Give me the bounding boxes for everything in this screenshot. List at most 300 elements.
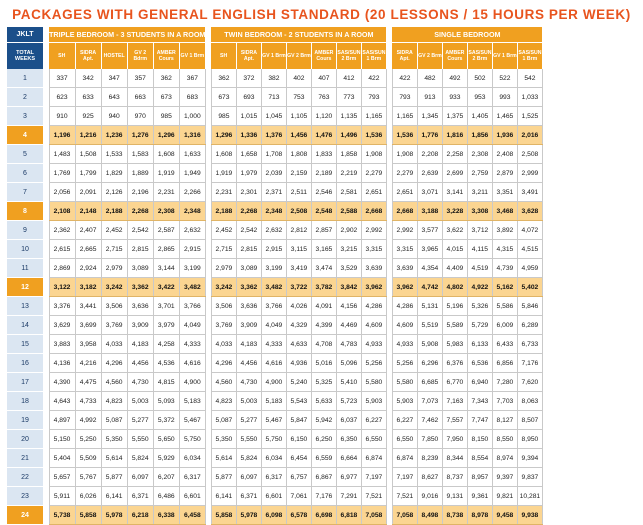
price-cell: 5,404 <box>49 449 75 468</box>
price-cell: 4,456 <box>127 354 153 373</box>
price-cell: 6,940 <box>467 373 492 392</box>
week-label: 1 <box>7 69 43 88</box>
price-cell: 6,141 <box>101 487 127 506</box>
price-cell: 2,056 <box>49 183 75 202</box>
price-cell: 3,468 <box>492 202 517 221</box>
price-cell: 6,559 <box>311 449 336 468</box>
column-header: GV 1 Brm <box>261 43 286 70</box>
price-cell: 5,326 <box>467 297 492 316</box>
price-cell: 985 <box>153 107 179 126</box>
column-header: SIDRA Apt. <box>236 43 261 70</box>
price-cell: 1,135 <box>336 107 361 126</box>
price-cell: 2,508 <box>517 145 542 164</box>
price-cell: 8,974 <box>492 449 517 468</box>
price-cell: 3,506 <box>101 297 127 316</box>
table-row <box>7 449 542 468</box>
price-cell: 6,034 <box>261 449 286 468</box>
price-cell: 3,639 <box>392 259 417 278</box>
price-cell: 5,978 <box>236 506 261 525</box>
price-cell: 5,087 <box>101 411 127 430</box>
price-cell: 6,350 <box>336 430 361 449</box>
price-cell: 5,589 <box>442 316 467 335</box>
price-cell: 5,580 <box>392 373 417 392</box>
price-cell: 9,131 <box>442 487 467 506</box>
price-cell: 753 <box>286 88 311 107</box>
column-header: SAS/SUN 1 Brm <box>517 43 542 70</box>
price-cell: 1,376 <box>261 126 286 145</box>
table-row <box>7 373 542 392</box>
price-cell: 8,063 <box>517 392 542 411</box>
price-cell: 793 <box>361 88 386 107</box>
price-cell: 5,277 <box>127 411 153 430</box>
price-cell: 2,668 <box>392 202 417 221</box>
price-table <box>7 27 543 525</box>
price-cell: 1,236 <box>101 126 127 145</box>
price-cell: 4,616 <box>261 354 286 373</box>
price-cell: 2,999 <box>517 164 542 183</box>
price-cell: 362 <box>211 69 236 88</box>
price-cell: 4,897 <box>49 411 75 430</box>
price-cell: 5,096 <box>336 354 361 373</box>
price-cell: 2,879 <box>492 164 517 183</box>
price-cell: 4,049 <box>179 316 205 335</box>
price-cell: 5,824 <box>127 449 153 468</box>
price-cell: 5,858 <box>75 506 101 525</box>
price-cell: 2,815 <box>236 240 261 259</box>
price-cell: 2,715 <box>101 240 127 259</box>
week-label: 11 <box>7 259 43 278</box>
price-cell: 2,651 <box>361 183 386 202</box>
price-cell: 6,486 <box>153 487 179 506</box>
price-cell: 2,511 <box>286 183 311 202</box>
price-cell: 2,159 <box>286 164 311 183</box>
price-cell: 4,026 <box>286 297 311 316</box>
price-cell: 5,767 <box>75 468 101 487</box>
price-cell: 4,959 <box>517 259 542 278</box>
price-cell: 2,268 <box>127 202 153 221</box>
price-cell: 372 <box>236 69 261 88</box>
price-cell: 5,467 <box>179 411 205 430</box>
price-cell: 4,456 <box>236 354 261 373</box>
column-header: GV 1 Brm <box>179 43 205 70</box>
price-cell: 6,550 <box>392 430 417 449</box>
week-label: 17 <box>7 373 43 392</box>
price-cell: 7,163 <box>442 392 467 411</box>
price-cell: 673 <box>153 88 179 107</box>
price-cell: 6,026 <box>75 487 101 506</box>
price-cell: 9,821 <box>492 487 517 506</box>
price-cell: 5,093 <box>153 392 179 411</box>
price-cell: 1,345 <box>417 107 442 126</box>
price-cell: 1,496 <box>336 126 361 145</box>
price-cell: 1,919 <box>153 164 179 183</box>
price-cell: 2,188 <box>211 202 236 221</box>
price-cell: 4,315 <box>492 240 517 259</box>
price-cell: 8,738 <box>442 506 467 525</box>
price-cell: 8,150 <box>467 430 492 449</box>
price-cell: 3,182 <box>75 278 101 297</box>
price-cell: 7,747 <box>467 411 492 430</box>
price-cell: 2,301 <box>236 183 261 202</box>
price-cell: 6,458 <box>179 506 205 525</box>
price-cell: 3,376 <box>49 297 75 316</box>
price-cell: 2,759 <box>467 164 492 183</box>
price-cell: 1,375 <box>442 107 467 126</box>
column-header: GV 1 Brm <box>492 43 517 70</box>
price-cell: 3,144 <box>153 259 179 278</box>
group-header-2: SINGLE BEDROOM <box>392 27 542 43</box>
price-cell: 7,850 <box>417 430 442 449</box>
price-cell: 412 <box>336 69 361 88</box>
price-cell: 8,239 <box>417 449 442 468</box>
price-cell: 4,739 <box>492 259 517 278</box>
price-cell: 5,877 <box>211 468 236 487</box>
price-cell: 3,351 <box>492 183 517 202</box>
price-cell: 4,733 <box>75 392 101 411</box>
price-cell: 2,869 <box>49 259 75 278</box>
week-label: 9 <box>7 221 43 240</box>
price-cell: 913 <box>417 88 442 107</box>
price-cell: 7,197 <box>361 468 386 487</box>
week-label: 5 <box>7 145 43 164</box>
price-cell: 2,148 <box>75 202 101 221</box>
price-cell: 502 <box>467 69 492 88</box>
price-cell: 2,615 <box>49 240 75 259</box>
price-cell: 6,454 <box>286 449 311 468</box>
price-cell: 5,372 <box>153 411 179 430</box>
price-cell: 1,105 <box>286 107 311 126</box>
price-cell: 3,639 <box>361 259 386 278</box>
price-cell: 5,978 <box>101 506 127 525</box>
column-header: GV 2 Brm <box>286 43 311 70</box>
price-cell: 2,348 <box>179 202 205 221</box>
price-cell: 5,657 <box>49 468 75 487</box>
price-cell: 5,824 <box>236 449 261 468</box>
price-cell: 6,856 <box>492 354 517 373</box>
price-cell: 7,557 <box>442 411 467 430</box>
price-cell: 2,108 <box>49 202 75 221</box>
price-cell: 2,091 <box>75 183 101 202</box>
price-cell: 5,750 <box>179 430 205 449</box>
price-cell: 2,266 <box>179 183 205 202</box>
price-cell: 3,089 <box>236 259 261 278</box>
price-cell: 9,938 <box>517 506 542 525</box>
price-cell: 2,362 <box>49 221 75 240</box>
price-cell: 367 <box>179 69 205 88</box>
price-cell: 1,536 <box>392 126 417 145</box>
price-cell: 402 <box>286 69 311 88</box>
price-cell: 2,039 <box>261 164 286 183</box>
table-row <box>7 278 542 297</box>
price-cell: 7,058 <box>361 506 386 525</box>
price-cell: 1,165 <box>392 107 417 126</box>
price-cell: 4,616 <box>179 354 205 373</box>
price-cell: 6,141 <box>211 487 236 506</box>
price-cell: 8,737 <box>442 468 467 487</box>
price-cell: 8,950 <box>517 430 542 449</box>
price-cell: 4,390 <box>49 373 75 392</box>
price-cell: 5,325 <box>311 373 336 392</box>
price-cell: 1,858 <box>336 145 361 164</box>
price-cell: 2,632 <box>179 221 205 240</box>
week-label: 15 <box>7 335 43 354</box>
price-cell: 643 <box>101 88 127 107</box>
price-cell: 6,371 <box>236 487 261 506</box>
table-row <box>7 164 542 183</box>
column-header: SAS/SUN 2 Brm <box>467 43 492 70</box>
price-cell: 6,770 <box>442 373 467 392</box>
price-cell: 6,227 <box>392 411 417 430</box>
price-cell: 1,833 <box>311 145 336 164</box>
price-cell: 6,550 <box>361 430 386 449</box>
price-cell: 5,929 <box>153 449 179 468</box>
price-cell: 4,922 <box>467 278 492 297</box>
price-cell: 7,521 <box>361 487 386 506</box>
price-cell: 1,483 <box>49 145 75 164</box>
price-cell: 1,979 <box>236 164 261 183</box>
price-cell: 5,183 <box>261 392 286 411</box>
price-cell: 5,183 <box>179 392 205 411</box>
price-cell: 1,296 <box>211 126 236 145</box>
price-cell: 3,071 <box>417 183 442 202</box>
price-cell: 2,979 <box>101 259 127 278</box>
column-header: GV 2 Bdrm <box>127 43 153 70</box>
price-cell: 9,837 <box>517 468 542 487</box>
price-cell: 4,900 <box>261 373 286 392</box>
price-cell: 3,122 <box>49 278 75 297</box>
week-label: 20 <box>7 430 43 449</box>
price-cell: 2,587 <box>153 221 179 240</box>
price-cell: 3,315 <box>361 240 386 259</box>
price-cell: 4,136 <box>49 354 75 373</box>
price-cell: 4,399 <box>311 316 336 335</box>
group-header-1: TWIN BEDROOM - 2 STUDENTS IN A ROOM <box>211 27 386 43</box>
price-cell: 1,216 <box>75 126 101 145</box>
price-cell: 1,045 <box>261 107 286 126</box>
week-label: 7 <box>7 183 43 202</box>
price-cell: 542 <box>517 69 542 88</box>
price-cell: 4,936 <box>286 354 311 373</box>
price-cell: 4,333 <box>179 335 205 354</box>
price-cell: 4,730 <box>127 373 153 392</box>
price-cell: 522 <box>492 69 517 88</box>
price-cell: 2,196 <box>127 183 153 202</box>
price-cell: 8,498 <box>417 506 442 525</box>
column-header: SIDRA Apt. <box>392 43 417 70</box>
price-cell: 7,280 <box>492 373 517 392</box>
price-cell: 3,491 <box>517 183 542 202</box>
price-cell: 10,281 <box>517 487 542 506</box>
price-cell: 2,915 <box>261 240 286 259</box>
week-label: 22 <box>7 468 43 487</box>
price-cell: 3,722 <box>286 278 311 297</box>
price-cell: 4,900 <box>179 373 205 392</box>
week-label: 2 <box>7 88 43 107</box>
price-cell: 4,802 <box>442 278 467 297</box>
price-cell: 3,228 <box>442 202 467 221</box>
price-cell: 7,343 <box>467 392 492 411</box>
price-cell: 1,533 <box>101 145 127 164</box>
price-cell: 5,846 <box>517 297 542 316</box>
price-cell: 5,903 <box>392 392 417 411</box>
price-cell: 4,475 <box>75 373 101 392</box>
price-cell: 3,506 <box>211 297 236 316</box>
price-cell: 933 <box>442 88 467 107</box>
price-cell: 3,141 <box>442 183 467 202</box>
price-cell: 2,665 <box>75 240 101 259</box>
price-cell: 3,577 <box>417 221 442 240</box>
price-cell: 1,608 <box>211 145 236 164</box>
price-cell: 4,742 <box>417 278 442 297</box>
price-cell: 3,892 <box>492 221 517 240</box>
price-cell: 5,543 <box>286 392 311 411</box>
price-cell: 7,521 <box>392 487 417 506</box>
price-cell: 6,733 <box>517 335 542 354</box>
price-cell: 693 <box>236 88 261 107</box>
price-cell: 4,049 <box>261 316 286 335</box>
price-cell: 7,703 <box>492 392 517 411</box>
price-cell: 5,614 <box>101 449 127 468</box>
price-cell: 2,812 <box>286 221 311 240</box>
price-cell: 2,279 <box>361 164 386 183</box>
price-cell: 9,458 <box>492 506 517 525</box>
column-header: GV 2 Brm <box>417 43 442 70</box>
price-cell: 1,165 <box>361 107 386 126</box>
table-row <box>7 221 542 240</box>
price-cell: 5,277 <box>236 411 261 430</box>
price-cell: 1,536 <box>361 126 386 145</box>
price-cell: 422 <box>361 69 386 88</box>
price-cell: 6,601 <box>261 487 286 506</box>
price-cell: 4,333 <box>261 335 286 354</box>
price-cell: 3,962 <box>361 278 386 297</box>
price-cell: 4,286 <box>392 297 417 316</box>
price-cell: 683 <box>179 88 205 107</box>
price-cell: 3,482 <box>179 278 205 297</box>
price-cell: 3,188 <box>417 202 442 221</box>
column-header: SIDRA Apt. <box>75 43 101 70</box>
price-cell: 3,199 <box>179 259 205 278</box>
price-cell: 2,542 <box>127 221 153 240</box>
price-cell: 1,476 <box>311 126 336 145</box>
price-cell: 5,911 <box>49 487 75 506</box>
price-cell: 6,757 <box>286 468 311 487</box>
price-cell: 5,723 <box>336 392 361 411</box>
price-cell: 2,189 <box>311 164 336 183</box>
price-cell: 6,133 <box>467 335 492 354</box>
price-cell: 5,509 <box>75 449 101 468</box>
table-row <box>7 354 542 373</box>
price-cell: 910 <box>49 107 75 126</box>
price-cell: 3,842 <box>336 278 361 297</box>
table-row <box>7 468 542 487</box>
price-cell: 6,150 <box>286 430 311 449</box>
price-cell: 2,979 <box>211 259 236 278</box>
price-cell: 2,902 <box>336 221 361 240</box>
price-cell: 8,554 <box>467 449 492 468</box>
price-cell: 3,628 <box>517 202 542 221</box>
price-cell: 4,258 <box>153 335 179 354</box>
price-cell: 3,909 <box>236 316 261 335</box>
price-cell: 422 <box>392 69 417 88</box>
price-cell: 2,651 <box>392 183 417 202</box>
price-cell: 3,482 <box>261 278 286 297</box>
price-cell: 2,371 <box>261 183 286 202</box>
price-cell: 2,188 <box>101 202 127 221</box>
price-cell: 3,782 <box>311 278 336 297</box>
price-cell: 1,908 <box>361 145 386 164</box>
price-cell: 6,376 <box>442 354 467 373</box>
price-cell: 5,877 <box>101 468 127 487</box>
price-cell: 953 <box>467 88 492 107</box>
price-cell: 7,058 <box>392 506 417 525</box>
price-cell: 1,276 <box>127 126 153 145</box>
price-cell: 5,650 <box>153 430 179 449</box>
price-cell: 6,698 <box>311 506 336 525</box>
price-cell: 1,816 <box>442 126 467 145</box>
price-cell: 342 <box>75 69 101 88</box>
price-cell: 3,215 <box>336 240 361 259</box>
price-cell: 2,268 <box>236 202 261 221</box>
price-cell: 3,629 <box>49 316 75 335</box>
price-cell: 382 <box>261 69 286 88</box>
price-cell: 4,329 <box>286 316 311 335</box>
week-label: 18 <box>7 392 43 411</box>
price-cell: 3,242 <box>211 278 236 297</box>
price-cell: 2,992 <box>392 221 417 240</box>
table-row <box>7 487 542 506</box>
price-cell: 1,316 <box>179 126 205 145</box>
price-cell: 8,957 <box>467 468 492 487</box>
price-cell: 5,983 <box>442 335 467 354</box>
total-weeks-header: TOTAL WEEKS <box>7 43 43 70</box>
price-cell: 5,402 <box>517 278 542 297</box>
price-cell: 5,131 <box>417 297 442 316</box>
price-cell: 2,308 <box>467 145 492 164</box>
price-cell: 2,865 <box>153 240 179 259</box>
week-label: 16 <box>7 354 43 373</box>
price-cell: 2,452 <box>211 221 236 240</box>
price-cell: 3,362 <box>236 278 261 297</box>
price-cell: 2,992 <box>361 221 386 240</box>
price-cell: 2,632 <box>261 221 286 240</box>
week-label: 6 <box>7 164 43 183</box>
price-cell: 1,033 <box>517 88 542 107</box>
column-header: AMBER Cours <box>153 43 179 70</box>
week-label: 10 <box>7 240 43 259</box>
price-cell: 3,441 <box>75 297 101 316</box>
price-cell: 773 <box>336 88 361 107</box>
week-label: 3 <box>7 107 43 126</box>
price-cell: 4,823 <box>101 392 127 411</box>
price-cell: 4,823 <box>211 392 236 411</box>
price-cell: 3,242 <box>101 278 127 297</box>
price-cell: 5,162 <box>492 278 517 297</box>
price-cell: 793 <box>392 88 417 107</box>
price-cell: 4,708 <box>311 335 336 354</box>
price-cell: 4,560 <box>101 373 127 392</box>
price-cell: 5,150 <box>49 430 75 449</box>
price-cell: 7,620 <box>517 373 542 392</box>
price-cell: 6,433 <box>492 335 517 354</box>
price-cell: 985 <box>211 107 236 126</box>
price-cell: 4,633 <box>286 335 311 354</box>
price-cell: 6,578 <box>286 506 311 525</box>
price-cell: 9,016 <box>417 487 442 506</box>
table-row <box>7 126 542 145</box>
price-cell: 1,808 <box>286 145 311 164</box>
price-cell: 2,348 <box>261 202 286 221</box>
